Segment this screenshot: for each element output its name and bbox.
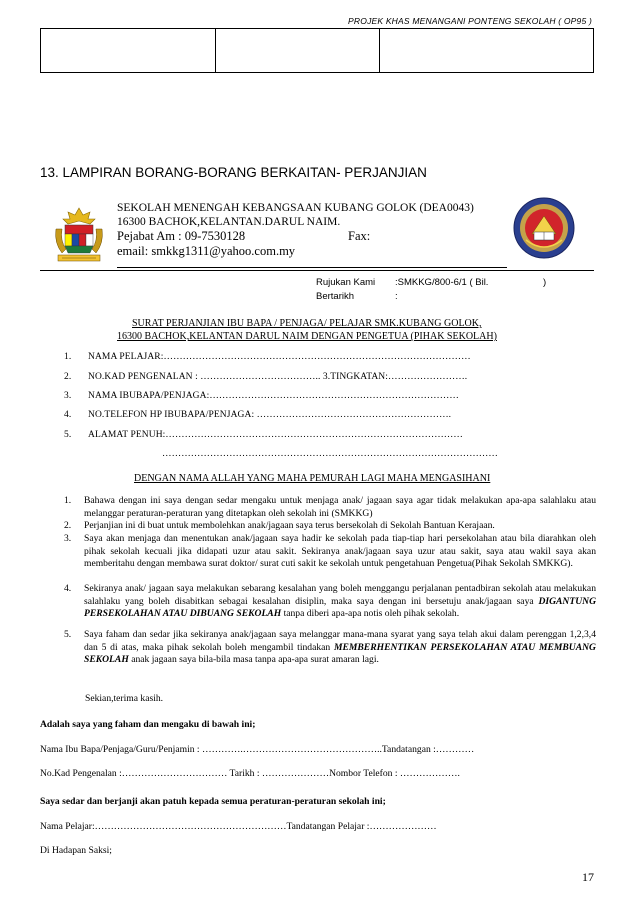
- malaysia-crest-logo: [48, 205, 110, 267]
- school-crest-logo: [512, 196, 576, 260]
- school-phone: Pejabat Am : 09-7530128: [117, 229, 246, 243]
- parent-details-line: No.Kad Pengenalan :…………………………… Tarikh : …………………Nombor Telefon : ……………….: [40, 768, 460, 779]
- date-value: :: [395, 291, 398, 302]
- student-signature-line: Nama Pelajar:……………………………………………………Tandatangan Pelajar :…………………: [40, 821, 437, 832]
- letterhead-rule: [40, 270, 594, 271]
- letter-title-line1: SURAT PERJANJIAN IBU BAPA / PENJAGA/ PELAJAR SMK.KUBANG GOLOK,: [132, 318, 482, 329]
- form-field-address-cont: ……………………………………………………………………………………………: [162, 449, 498, 459]
- form-field-parent-name: 3. NAMA IBUBAPA/PENJAGA:……………………………………………………………………: [64, 391, 459, 401]
- section-title: 13. LAMPIRAN BORANG-BORANG BERKAITAN- PERJANJIAN: [40, 165, 427, 180]
- school-email: email: smkkg1311@yahoo.com.my: [117, 244, 296, 258]
- running-header: PROJEK KHAS MENANGANI PONTENG SEKOLAH ( OP95 ): [348, 16, 592, 26]
- witness-label: Di Hadapan Saksi;: [40, 845, 112, 856]
- clause-3: 3. Saya akan menjaga dan menentukan anak/jagaan saya hadir ke sekolah pada tiap-tiap hari persekolahan atau bila diarahkan oleh pihak sekolah kecuali jika didapati uzur atau sakit. Sekiranya anak/jagaan saya uzur atau sakit, saya atau wakil saya akan memberitahu dengan membawa surat doktor/ surat cuti sakit ke sekolah untuk pengetahuan Pengetua(Pihak Sekolah SMKKG).: [64, 533, 596, 570]
- letter-title-line2: 16300 BACHOK,KELANTAN DARUL NAIM DENGAN PENGETUA (PIHAK SEKOLAH): [117, 331, 497, 342]
- parent-signature-line: Nama Ibu Bapa/Penjaga/Guru/Penjamin : ………….……………………………………..Tandatangan :…………: [40, 744, 475, 755]
- clause-5: 5. Saya faham dan sedar jika sekiranya anak/jagaan saya melanggar mana-mana syarat yang saya telah akui dalam perenggan 1,2,3,4 dan 5 di atas, maka pihak sekolah boleh mengambil tindakan MEMBERHENTIKAN PERSEKOLAHAN ATAU MEMBUANG SEKOLAH anak jagaan saya bila-bila masa tanpa apa-apa surat amaran lagi.: [64, 629, 596, 666]
- clause-1: 1. Bahawa dengan ini saya dengan sedar mengaku untuk menjaga anak/ jagaan saya agar tidak melakukan apa-apa salahlaku atau melanggar peraturan-peraturan yang ditetapkan oleh sekolah ini (SMKKG): [64, 495, 596, 519]
- date-label: Bertarikh: [316, 291, 355, 302]
- header-table: [40, 28, 594, 73]
- clause-2: 2. Perjanjian ini di buat untuk membolehkan anak/jagaan saya terus bersekolah di Sekolah Bantuan Kerajaan.: [64, 520, 495, 531]
- reference-close: ): [543, 277, 547, 288]
- school-name: SEKOLAH MENENGAH KEBANGSAAN KUBANG GOLOK (DEA0043): [117, 202, 474, 214]
- header-table-cell: [215, 28, 380, 72]
- header-table-cell: [41, 28, 216, 72]
- form-field-student-name: 1. NAMA PELAJAR:……………………………………………………………………………………: [64, 352, 471, 362]
- form-field-ic-number: 2. NO.KAD PENGENALAN : ……………………………….. 3.TINGKATAN:…………………….: [64, 372, 468, 382]
- page-number: 17: [582, 870, 594, 884]
- reference-value: :SMKKG/800-6/1 ( Bil.: [395, 277, 489, 288]
- reference-label: Rujukan Kami: [316, 277, 376, 288]
- clause-4: 4. Sekiranya anak/ jagaan saya melakukan sebarang kesalahan yang boleh menggangu perjalanan pentadbiran sekolah atau melakukan salahlaku yang boleh disabitkan sebagai kesalahan disiplin, maka saya dengan ini bersetuju anak/jagaan saya DIGANTUNG PERSEKOLAHAN ATAU DIBUANG SEKOLAH tanpa diberi apa-apa notis oleh pihak sekolah.: [64, 583, 596, 620]
- school-address: 16300 BACHOK,KELANTAN.DARUL NAIM.: [117, 216, 341, 228]
- acknowledge-heading: Adalah saya yang faham dan mengaku di bawah ini;: [40, 719, 256, 730]
- school-rule: [117, 267, 507, 268]
- form-field-address: 5. ALAMAT PENUH:…………………………………………………………………………………: [64, 430, 463, 440]
- bismillah-heading: DENGAN NAMA ALLAH YANG MAHA PEMURAH LAGI MAHA MENGASIHANI: [134, 473, 491, 484]
- student-heading: Saya sedar dan berjanji akan patuh kepada semua peraturan-peraturan sekolah ini;: [40, 796, 386, 807]
- closing-text: Sekian,terima kasih.: [85, 693, 164, 704]
- form-field-parent-phone: 4. NO.TELEFON HP IBUBAPA/PENJAGA: …………………………………………………….: [64, 410, 452, 420]
- school-fax: Fax:: [348, 229, 371, 243]
